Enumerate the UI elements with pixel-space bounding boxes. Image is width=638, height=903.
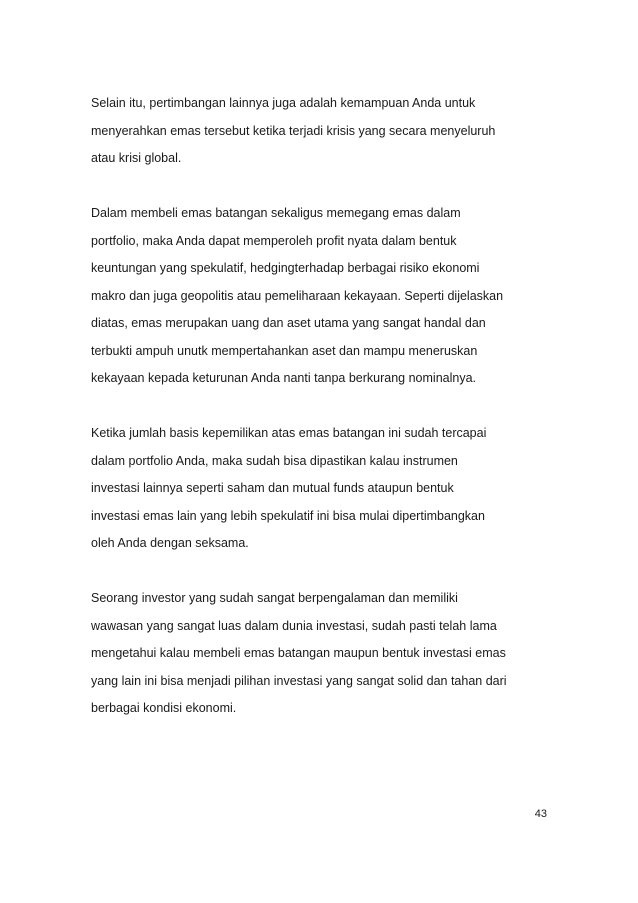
text-line: Selain itu, pertimbangan lainnya juga adalah kemampuan Anda untuk [91, 96, 476, 110]
paragraph-2 [91, 200, 561, 393]
text-line: Seorang investor yang sudah sangat berpengalaman dan memiliki [91, 591, 458, 605]
text-line: diatas, emas merupakan uang dan aset utama yang sangat handal dan [91, 316, 486, 330]
paragraph-3 [91, 420, 561, 558]
text-line: atau krisi global. [91, 151, 182, 165]
text-line: terbukti ampuh unutk mempertahankan aset dan mampu meneruskan [91, 343, 478, 358]
text-line: keuntungan yang spekulatif, hedgingterhadap berbagai risiko ekonomi [91, 261, 480, 275]
text-line: mengetahui kalau membeli emas batangan maupun bentuk investasi emas [91, 646, 506, 660]
text-line: dalam portfolio Anda, maka sudah bisa dipastikan kalau instrumen [91, 453, 458, 468]
text-line: berbagai kondisi ekonomi. [91, 701, 237, 715]
paragraph-1 [91, 90, 561, 173]
page-number: 43 [534, 808, 547, 820]
text-line: investasi lainnya seperti saham dan mutual funds ataupun bentuk [91, 481, 454, 495]
text-line: oleh Anda dengan seksama. [91, 536, 249, 550]
text-line: Ketika jumlah basis kepemilikan atas emas batangan ini sudah tercapai [91, 426, 487, 440]
text-line: makro dan juga geopolitis atau pemeliharaan kekayaan. Seperti dijelaskan [91, 288, 504, 303]
text-line: menyerahkan emas tersebut ketika terjadi krisis yang secara menyeluruh [91, 123, 496, 138]
paragraph-4 [91, 585, 561, 723]
body-text [91, 90, 561, 750]
text-line: investasi emas lain yang lebih spekulatif ini bisa mulai dipertimbangkan [91, 508, 485, 523]
text-line: wawasan yang sangat luas dalam dunia investasi, sudah pasti telah lama [91, 618, 497, 633]
text-line: kekayaan kepada keturunan Anda nanti tanpa berkurang nominalnya. [91, 371, 477, 385]
text-line: portfolio, maka Anda dapat memperoleh profit nyata dalam bentuk [91, 233, 457, 248]
text-line: yang lain ini bisa menjadi pilihan investasi yang sangat solid dan tahan dari [91, 673, 507, 688]
text-line: Dalam membeli emas batangan sekaligus memegang emas dalam [91, 206, 461, 220]
